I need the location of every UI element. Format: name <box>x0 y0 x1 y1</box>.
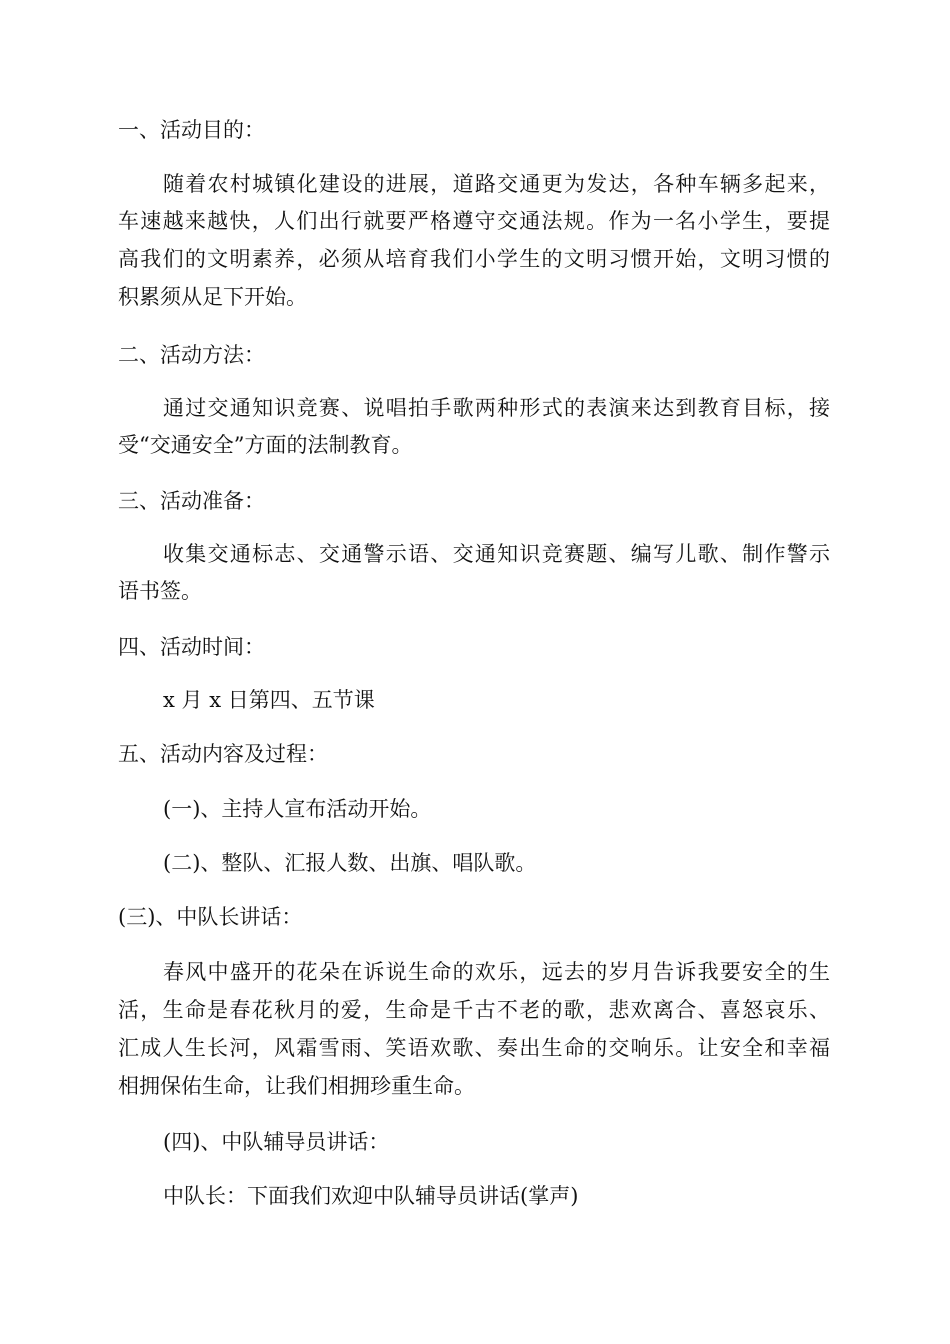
paragraph-line: 随着农村城镇化建设的进展，道路交通更为发达，各种车辆多起来， <box>163 172 830 196</box>
speech-line: 春风中盛开的花朵在诉说生命的欢乐，远去的岁月告诉我要安全的生 <box>163 960 830 984</box>
paragraph-line: 通过交通知识竞赛、说唱拍手歌两种形式的表演来达到教育目标，接 <box>163 396 830 420</box>
section-heading-content: 五、活动内容及过程： <box>118 742 328 766</box>
section-heading-purpose: 一、活动目的： <box>118 118 265 142</box>
speech-line: 活，生命是春花秋月的爱，生命是千古不老的歌，悲欢离合、喜怒哀乐、 <box>118 998 830 1022</box>
paragraph-line: 收集交通标志、交通警示语、交通知识竞赛题、编写儿歌、制作警示 <box>163 542 830 566</box>
paragraph-line: 积累须从足下开始。 <box>118 285 307 309</box>
paragraph-line: 车速越来越快，人们出行就要严格遵守交通法规。作为一名小学生，要提 <box>118 209 830 233</box>
activity-time: x 月 x 日第四、五节课 <box>163 688 375 712</box>
process-item-3: (三)、中队长讲话： <box>118 905 303 929</box>
speech-line: 汇成人生长河，风霜雪雨、笑语欢歌、奏出生命的交响乐。让安全和幸福 <box>118 1036 830 1060</box>
process-item-4-line: 中队长：下面我们欢迎中队辅导员讲话(掌声) <box>163 1184 579 1208</box>
process-item-1: (一)、主持人宣布活动开始。 <box>163 797 432 821</box>
section-heading-preparation: 三、活动准备： <box>118 489 265 513</box>
section-heading-method: 二、活动方法： <box>118 343 265 367</box>
paragraph-line: 高我们的文明素养，必须从培育我们小学生的文明习惯开始，文明习惯的 <box>118 247 830 271</box>
speech-line: 相拥保佑生命，让我们相拥珍重生命。 <box>118 1074 475 1098</box>
paragraph-line: 语书签。 <box>118 579 202 603</box>
paragraph-line: 受“交通安全”方面的法制教育。 <box>118 433 413 457</box>
process-item-2: (二)、整队、汇报人数、出旗、唱队歌。 <box>163 851 537 875</box>
process-item-4: (四)、中队辅导员讲话： <box>163 1130 390 1154</box>
section-heading-time: 四、活动时间： <box>118 635 265 659</box>
